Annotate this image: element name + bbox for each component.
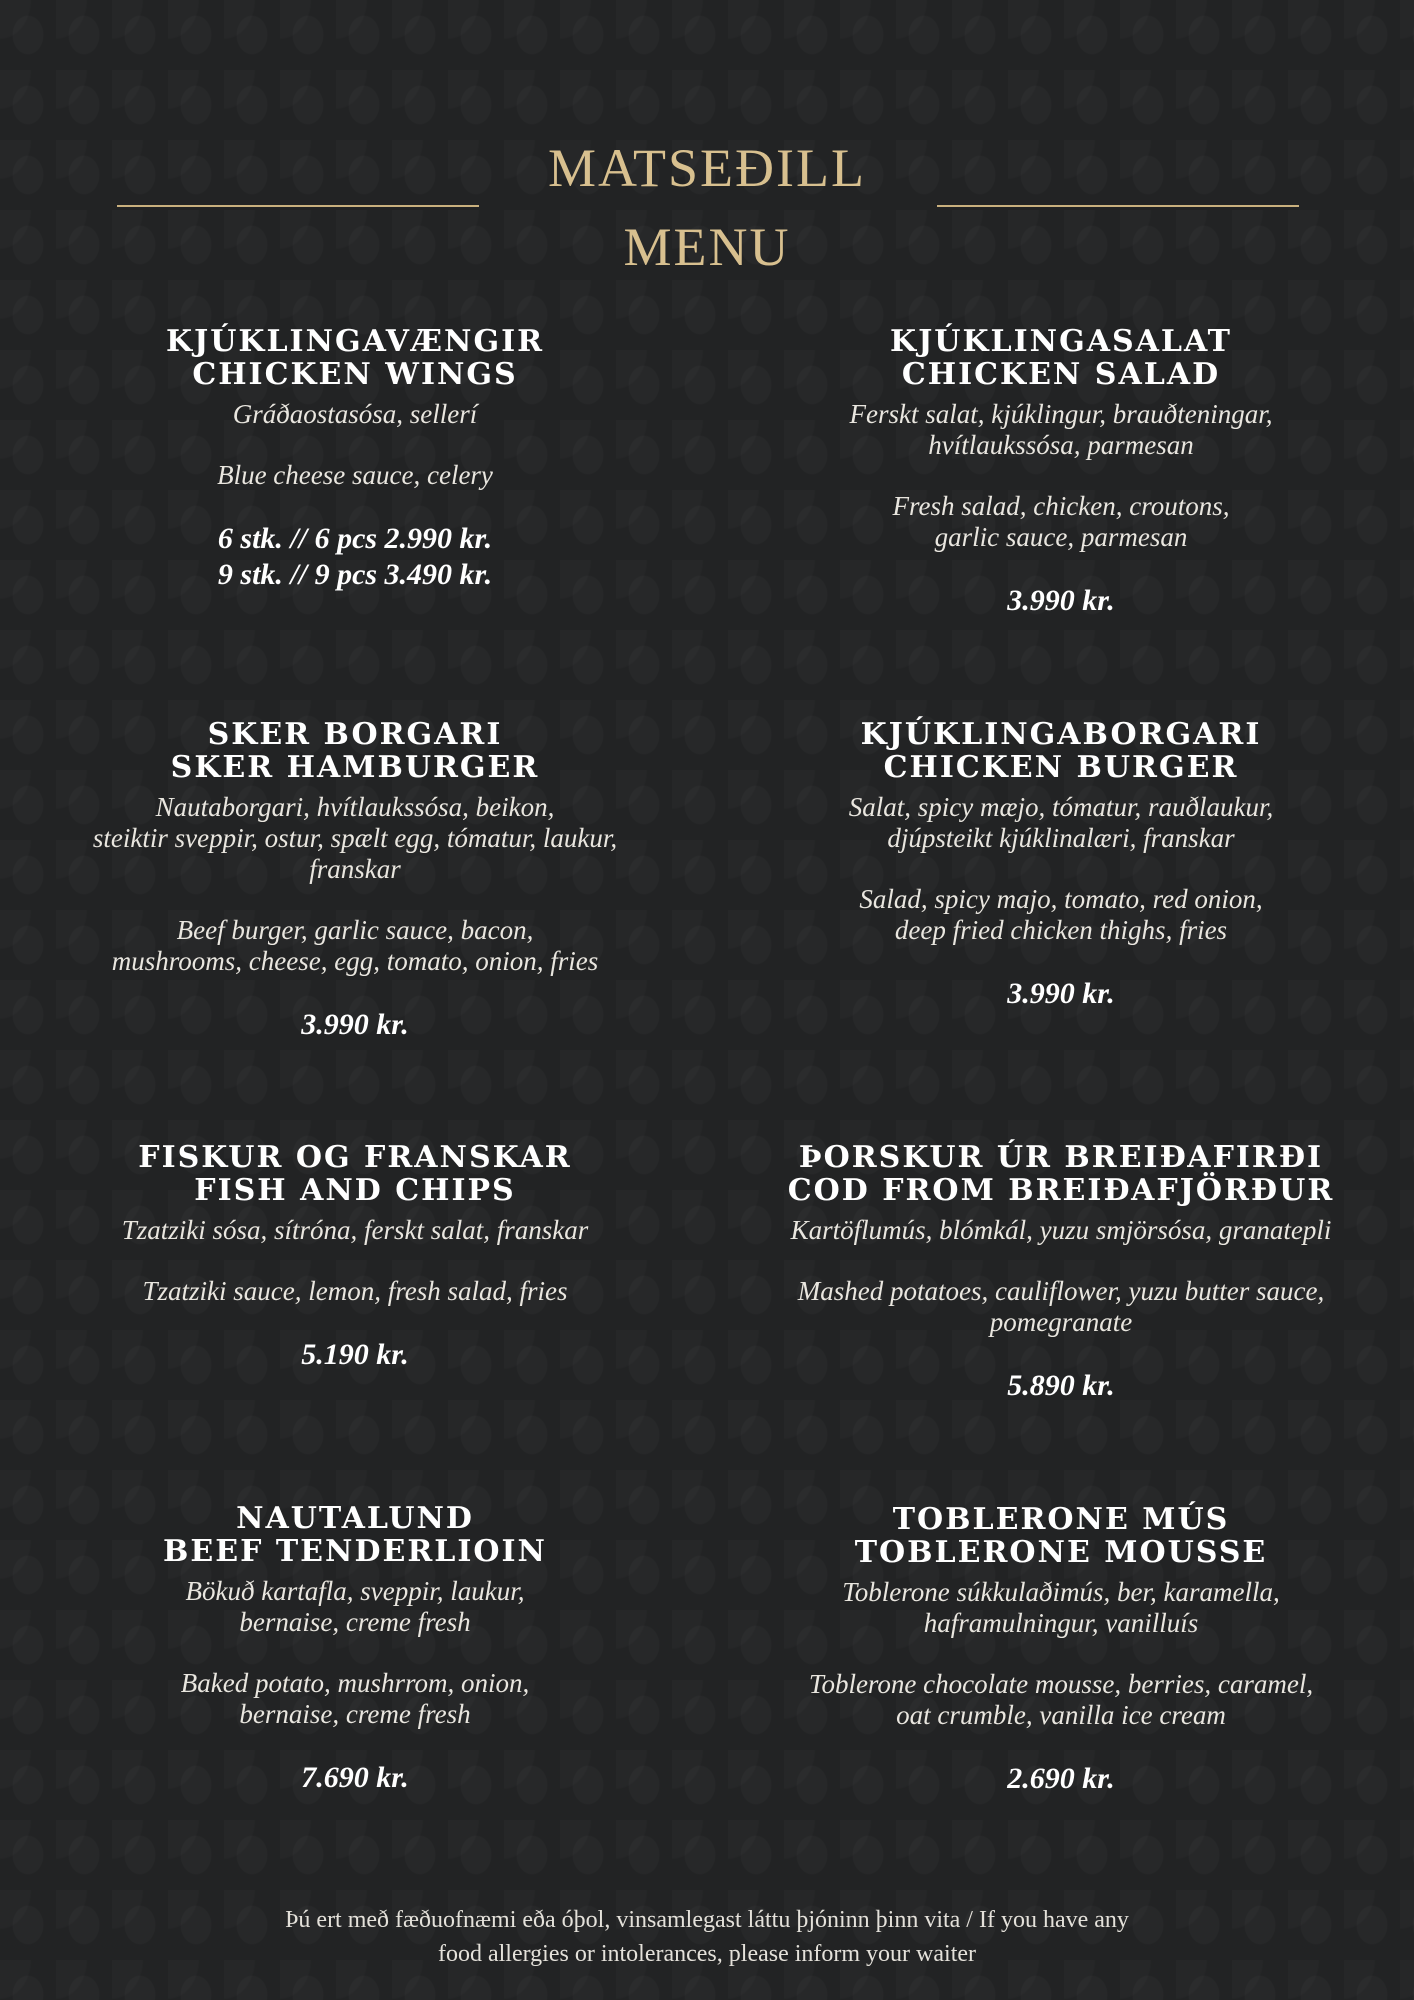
item-name-english: CHICKEN SALAD <box>901 357 1221 392</box>
item-description-icelandic <box>45 792 665 885</box>
item-description-icelandic <box>751 399 1371 461</box>
menu-item-chicken-salad <box>751 325 1371 619</box>
item-price: 5.890 kr. <box>1007 1369 1115 1402</box>
allergy-notice-line: Þú ert með fæðuofnæmi eða óþol, vinsamlegast láttu þjóninn þinn vita / If you have any <box>285 1907 1129 1933</box>
item-price: 5.190 kr. <box>301 1338 409 1371</box>
desc-line: Fresh salad, chicken, croutons, <box>892 491 1230 521</box>
item-name-english: TOBLERONE MOUSSE <box>854 1535 1268 1570</box>
desc-line: Salad, spicy majo, tomato, red onion, <box>859 884 1263 914</box>
menu-item-beef-tenderloin <box>45 1502 665 1796</box>
item-name-icelandic: NAUTALUND <box>236 1501 474 1536</box>
item-description-icelandic: Gráðaostasósa, sellerí <box>232 399 478 429</box>
item-title <box>751 1141 1371 1207</box>
item-price: 3.990 kr. <box>301 1008 409 1041</box>
desc-line: Beef burger, garlic sauce, bacon, <box>176 915 534 945</box>
desc-line: Nautaborgari, hvítlaukssósa, beikon, <box>155 792 555 822</box>
menu-item-chicken-burger <box>751 718 1371 1012</box>
menu-title-english: MENU <box>623 217 791 277</box>
header-rule-left <box>117 205 479 207</box>
item-description-icelandic <box>751 1577 1371 1639</box>
desc-line: oat crumble, vanilla ice cream <box>896 1700 1226 1730</box>
item-name-icelandic: KJÚKLINGASALAT <box>890 324 1232 359</box>
desc-line: garlic sauce, parmesan <box>934 522 1188 552</box>
desc-line: bernaise, creme fresh <box>239 1607 471 1637</box>
desc-line: Ferskt salat, kjúklingur, brauðteningar, <box>849 399 1273 429</box>
desc-line: Mashed potatoes, cauliflower, yuzu butter sauce, <box>797 1276 1325 1306</box>
item-description-icelandic: Tzatziki sósa, sítróna, ferskt salat, franskar <box>121 1215 589 1245</box>
item-price: 3.990 kr. <box>1007 977 1115 1010</box>
desc-line: Toblerone chocolate mousse, berries, caramel, <box>808 1669 1314 1699</box>
item-name-icelandic: KJÚKLINGABORGARI <box>860 717 1262 752</box>
desc-line: Bökuð kartafla, sveppir, laukur, <box>185 1576 525 1606</box>
menu-item-toblerone-mousse <box>751 1503 1371 1797</box>
desc-line: Salat, spicy mæjo, tómatur, rauðlaukur, <box>848 792 1274 822</box>
desc-line: pomegranate <box>989 1307 1133 1337</box>
item-title <box>45 718 665 784</box>
desc-line: djúpsteikt kjúklinalæri, franskar <box>887 823 1235 853</box>
allergy-notice <box>200 1903 1214 1971</box>
allergy-notice-line: food allergies or intolerances, please inform your waiter <box>437 1941 977 1967</box>
item-title <box>45 325 665 391</box>
desc-line: bernaise, creme fresh <box>239 1699 471 1729</box>
item-description-english <box>751 884 1371 946</box>
desc-line: haframulningur, vanilluís <box>923 1608 1199 1638</box>
item-name-icelandic: KJÚKLINGAVÆNGIR <box>165 324 545 359</box>
desc-line: deep fried chicken thighs, fries <box>894 915 1228 945</box>
item-description-english <box>751 1669 1371 1731</box>
item-description-english <box>751 491 1371 553</box>
item-name-icelandic: ÞORSKUR ÚR BREIÐAFIRÐI <box>798 1140 1324 1175</box>
item-price: 7.690 kr. <box>301 1761 409 1794</box>
item-description-english <box>45 915 665 977</box>
item-name-english: BEEF TENDERLIOIN <box>163 1534 547 1569</box>
item-name-icelandic: FISKUR OG FRANSKAR <box>138 1140 572 1175</box>
item-price: 2.690 kr. <box>1007 1762 1115 1795</box>
item-price <box>45 521 665 593</box>
item-price: 3.990 kr. <box>1007 584 1115 617</box>
menu-title-icelandic: MATSEÐILL <box>548 138 866 198</box>
desc-line: franskar <box>309 854 401 884</box>
header-rule-right <box>937 205 1299 207</box>
desc-line: Toblerone súkkulaðimús, ber, karamella, <box>842 1577 1280 1607</box>
price-6-pcs: 6 stk. // 6 pcs 2.990 kr. <box>217 522 493 555</box>
item-description-icelandic: Kartöflumús, blómkál, yuzu smjörsósa, granatepli <box>790 1215 1332 1245</box>
item-description-icelandic <box>751 792 1371 854</box>
item-name-english: FISH AND CHIPS <box>194 1173 516 1208</box>
item-title <box>45 1141 665 1207</box>
desc-line: mushrooms, cheese, egg, tomato, onion, fries <box>111 946 599 976</box>
item-description-icelandic <box>45 1576 665 1638</box>
item-name-english: COD FROM BREIÐAFJÖRÐUR <box>787 1173 1335 1208</box>
item-name-english: CHICKEN WINGS <box>192 357 518 392</box>
item-name-english: CHICKEN BURGER <box>883 750 1239 785</box>
item-description-english: Blue cheese sauce, celery <box>217 460 493 490</box>
item-description-english: Tzatziki sauce, lemon, fresh salad, fries <box>142 1276 568 1306</box>
menu-item-chicken-wings <box>45 325 665 593</box>
item-name-english: SKER HAMBURGER <box>170 750 540 785</box>
item-description-english <box>751 1276 1371 1338</box>
item-title <box>751 718 1371 784</box>
menu-item-fish-and-chips <box>45 1141 665 1373</box>
desc-line: hvítlaukssósa, parmesan <box>928 430 1194 460</box>
desc-line: Baked potato, mushrrom, onion, <box>180 1668 530 1698</box>
item-title <box>751 1503 1371 1569</box>
menu-item-sker-hamburger <box>45 718 665 1043</box>
menu-item-cod <box>751 1141 1371 1404</box>
menu-header <box>0 0 1414 300</box>
price-9-pcs: 9 stk. // 9 pcs 3.490 kr. <box>217 558 493 591</box>
item-name-icelandic: TOBLERONE MÚS <box>892 1502 1230 1537</box>
item-description-english <box>45 1668 665 1730</box>
item-title <box>751 325 1371 391</box>
item-name-icelandic: SKER BORGARI <box>207 717 503 752</box>
desc-line: steiktir sveppir, ostur, spælt egg, tómatur, laukur, <box>92 823 618 853</box>
item-title <box>45 1502 665 1568</box>
